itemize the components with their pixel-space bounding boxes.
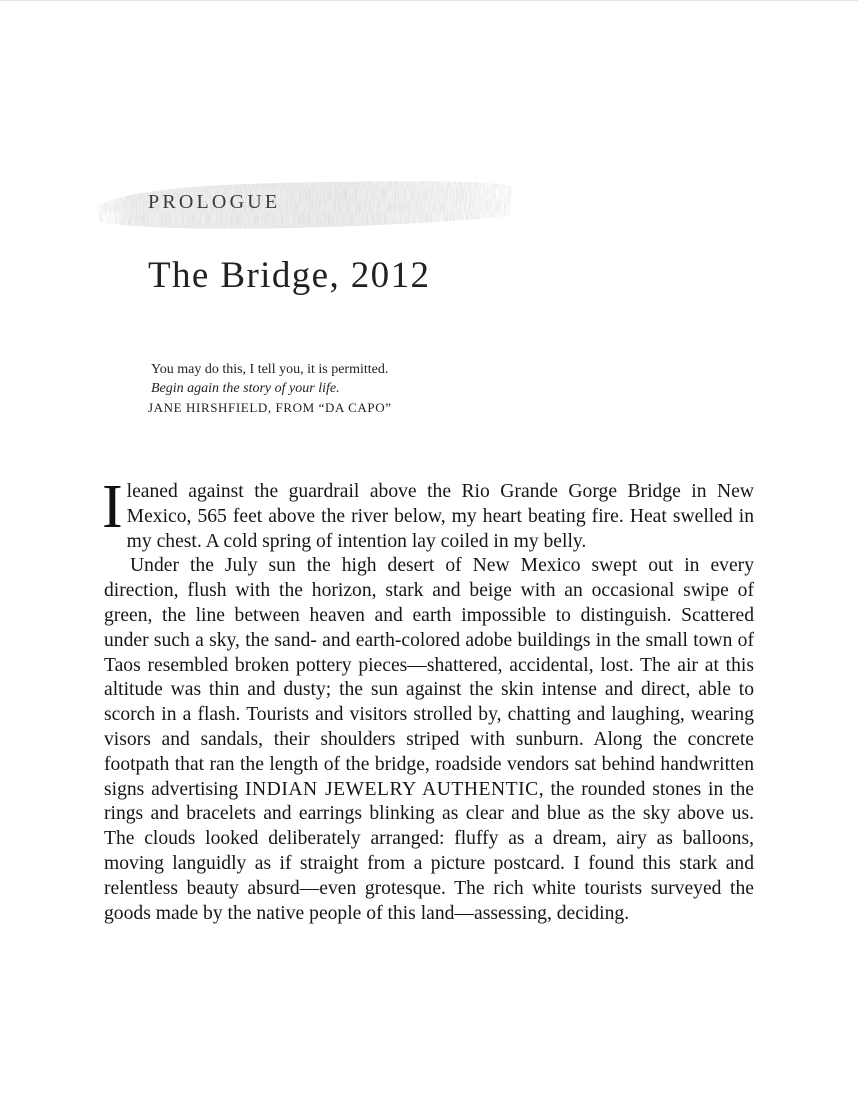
epigraph — [148, 360, 392, 417]
epigraph-attribution: JANE HIRSHFIELD, FROM “DA CAPO” — [148, 400, 392, 415]
paragraph — [104, 554, 754, 926]
chapter-label: PROLOGUE — [148, 191, 281, 213]
epigraph-line: Begin again the story of your life. — [151, 381, 340, 396]
drop-cap: I — [102, 473, 123, 541]
top-rule — [0, 0, 858, 1]
chapter-title: The Bridge, 2012 — [148, 255, 431, 296]
paragraph-text: , the rounded stones in the rings and bracelets and earrings blinking as clear and blue as the sky above us. The clouds looked deliberately arranged: fluffy as a dream, airy as balloons, moving languidly as if straight from a picture postcard. I found this stark and relentless beauty absurd—even grotesque. The rich white tourists surveyed the goods made by the native people of this land—assessing, deciding. — [104, 778, 755, 924]
body-text — [102, 473, 755, 926]
paragraph-text: Under the July sun the high desert of New Mexico swept out in every direction, flush with the horizon, stark and beige with an occasional swipe of green, the line between heaven and earth impossible to distinguish. Scattered under such a sky, the sand- and earth-colored adobe buildings in the small town of Taos resembled broken pottery pieces—shattered, accidental, lost. The air at this altitude was thin and dusty; the sun against the skin intense and direct, able to scorch in a flash. Tourists and visitors strolled by, chatting and laughing, wearing visors and sandals, their shoulders striped with sunburn. Along the concrete footpath that ran the length of the bridge, roadside vendors sat behind handwritten signs advertising — [104, 555, 754, 800]
epigraph-line: You may do this, I tell you, it is permitted. — [151, 362, 389, 377]
paragraph-text: leaned against the guardrail above the Rio Grande Gorge Bridge in New Mexico, 565 feet above the river below, my heart beating fire. Heat swelled in my chest. A cold spring of intention lay coiled in my belly. — [126, 481, 754, 552]
sign-text-small-caps: INDIAN JEWELRY AUTHENTIC — [245, 778, 539, 800]
paragraph — [102, 473, 754, 554]
